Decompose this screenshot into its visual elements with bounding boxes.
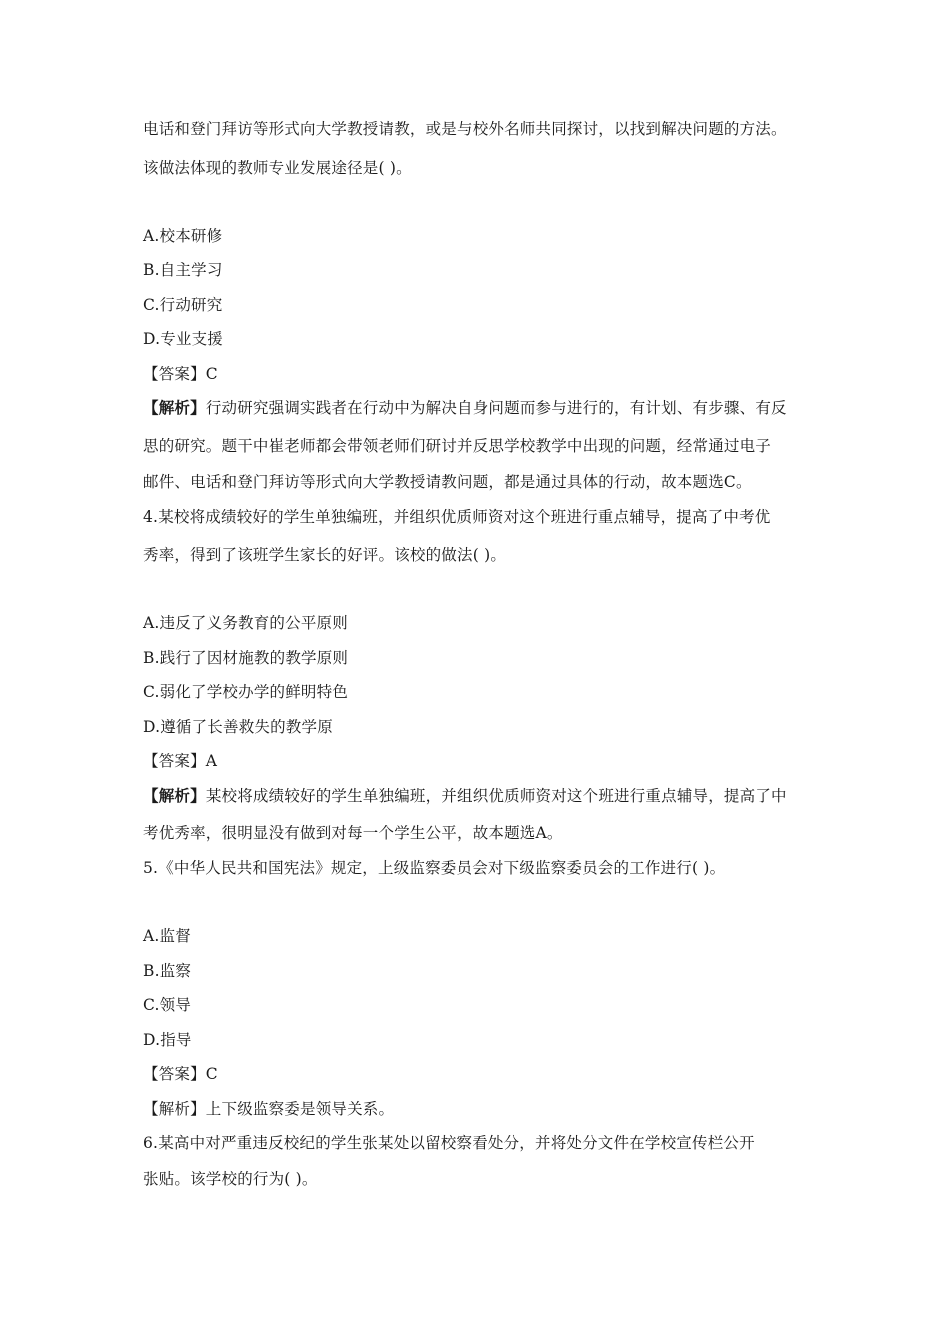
q3-analysis-line-2: 思的研究。题干中崔老师都会带领老师们研讨并反思学校教学中出现的问题，经常通过电子 [143, 437, 772, 455]
q3-option-c: C.行动研究 [143, 296, 223, 314]
q5-option-a: A.监督 [143, 927, 191, 945]
q4-answer: 【答案】A [143, 752, 218, 770]
q6-stem-line-1: 6.某高中对严重违反校纪的学生张某处以留校察看处分，并将处分文件在学校宣传栏公开 [143, 1134, 755, 1152]
q3-analysis-line-3: 邮件、电话和登门拜访等形式向大学教授请教问题，都是通过具体的行动，故本题选C。 [143, 473, 752, 491]
q5-option-d: D.指导 [143, 1031, 192, 1049]
q4-option-b: B.践行了因材施教的教学原则 [143, 649, 349, 667]
q3-answer: 【答案】C [143, 365, 218, 383]
q4-stem-line-1: 4.某校将成绩较好的学生单独编班，并组织优质师资对这个班进行重点辅导，提高了中考优 [143, 508, 771, 526]
q3-option-b: B.自主学习 [143, 261, 223, 279]
q3-option-d: D.专业支援 [143, 330, 224, 348]
q4-option-a: A.违反了义务教育的公平原则 [143, 614, 348, 632]
q4-analysis-line-1: 【解析】某校将成绩较好的学生单独编班，并组织优质师资对这个班进行重点辅导，提高了中 [143, 786, 787, 805]
q4-stem-line-2: 秀率，得到了该班学生家长的好评。该校的做法( )。 [143, 546, 507, 564]
q3-analysis-line-1: 【解析】行动研究强调实践者在行动中为解决自身问题而参与进行的，有计划、有步骤、有反 [143, 398, 787, 417]
q6-stem-line-2: 张贴。该学校的行为( )。 [143, 1170, 318, 1188]
q4-analysis-line-2: 考优秀率，很明显没有做到对每一个学生公平，故本题选A。 [143, 824, 563, 842]
q4-analysis-label: 【解析】 [143, 786, 206, 805]
q5-analysis: 【解析】上下级监察委是领导关系。 [143, 1100, 395, 1118]
q3-option-a: A.校本研修 [143, 227, 223, 245]
q5-answer: 【答案】C [143, 1065, 218, 1083]
q4-option-d: D.遵循了长善救失的教学原 [143, 718, 333, 736]
q5-option-b: B.监察 [143, 962, 192, 980]
q3-analysis-label: 【解析】 [143, 398, 206, 417]
q5-option-c: C.领导 [143, 996, 192, 1014]
q4-option-c: C.弱化了学校办学的鲜明特色 [143, 683, 349, 701]
q3-stem-line-2: 该做法体现的教师专业发展途径是( )。 [143, 159, 412, 177]
q3-stem-line-1: 电话和登门拜访等形式向大学教授请教，或是与校外名师共同探讨，以找到解决问题的方法。 [143, 120, 787, 138]
q5-stem-line-1: 5.《中华人民共和国宪法》规定，上级监察委员会对下级监察委员会的工作进行( )。 [143, 859, 726, 877]
